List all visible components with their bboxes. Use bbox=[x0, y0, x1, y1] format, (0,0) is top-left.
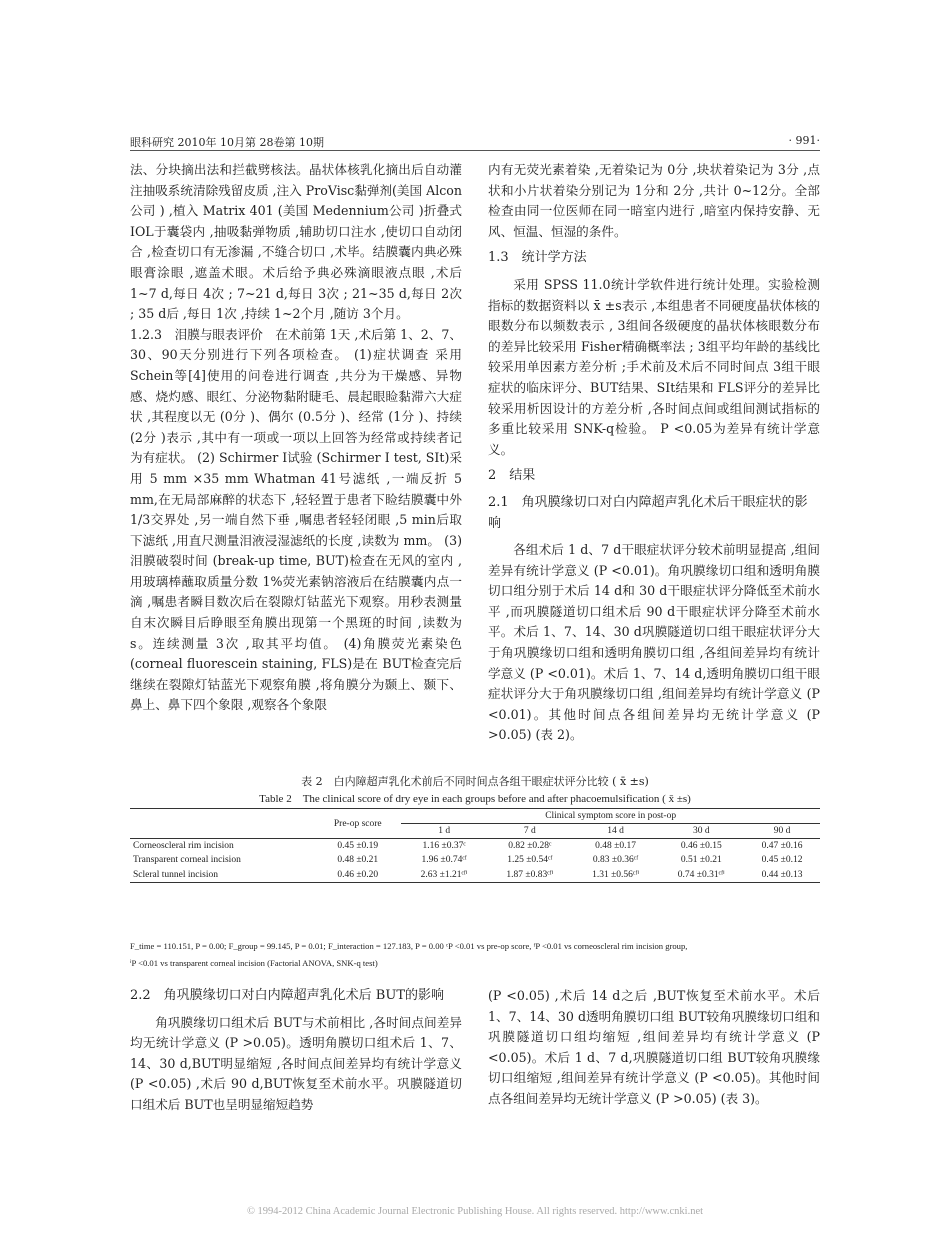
table-row bbox=[130, 867, 820, 883]
table-subheader: 7 d bbox=[487, 824, 573, 839]
table-header-post: Clinical symptom score in post-op bbox=[401, 809, 820, 824]
table-row bbox=[130, 839, 820, 854]
table-header-blank bbox=[130, 809, 314, 839]
table-cell: 1.96 ±0.74ᶜᶠ bbox=[421, 855, 467, 865]
section-heading: 2.1 角巩膜缘切口对白内障超声乳化术后干眼症状的影响 bbox=[488, 494, 808, 531]
table-cell: 0.46 ±0.20 bbox=[314, 867, 401, 883]
table-cell: 0.48 ±0.17 bbox=[573, 839, 659, 854]
copyright-footer: © 1994-2012 China Academic Journal Electronic Publishing House. All rights reserved. http://www.cnki.net bbox=[246, 1206, 704, 1217]
table-cell: 1.31 ±0.56ᶜᶠⁱ bbox=[573, 867, 659, 883]
table-2 bbox=[130, 808, 820, 883]
table-caption-cn: 表 2 白内障超声乳化术前后不同时间点各组干眼症状评分比较 ( x̄ ±s) bbox=[301, 775, 649, 788]
paragraph: 内有无荧光素着染 ,无着染记为 0分 ,块状着染记为 3分 ,点状和小片状着染分别记为 1分和 2分 ,共计 0~12分。全部检查由同一位医师在同一暗室内进行 ,暗室内保持安静、无风、恒温、恒湿的条件。 bbox=[488, 162, 820, 239]
paragraph: 1.2.3 泪膜与眼表评价 在术前第 1天 ,术后第 1、2、7、30、90天分别进行下列各项检查。 (1)症状调查 采用 Schein等[4]使用的问卷进行调查 ,共分为干燥感、异物感、烧灼感、眼红、分泌物黏附睫毛、晨起眼睑黏滞六大症状 ,其程度以无 (0分 )、偶尔 (0.5分 )、经常 (1分 )、持续 (2分 )表示 ,其中有一项或一项以上回答为经常或持续者记为有症状。 (2) Schirmer Ⅰ试验 (Schirmer I test, SIt)采用 5 mm ×35 mm Whatman 41号滤纸 ,一端反折 5 mm,在无局部麻醉的状态下 ,轻轻置于患者下睑结膜囊中外 1/3交界处 ,另一端自然下垂 ,嘱患者轻轻闭眼 ,5 min后取下滤纸 ,用直尺测量泪液浸湿滤纸的长度 ,读数为 mm。 (3)泪膜破裂时间 (break-up time, BUT)检查在无风的室内 ,用玻璃棒蘸取质量分数 1%荧光素钠溶液后在结膜囊内点一滴 ,嘱患者瞬目数次后在裂隙灯钴蓝光下观察。用秒表测量自末次瞬目后睁眼至角膜出现第一个黑斑的时间 ,读数为 s。连续测量 3次 ,取其平均值。 (4)角膜荧光素染色 (corneal fluorescein staining, FLS)是在 BUT检查完后继续在裂隙灯钴蓝光下观察角膜 ,将角膜分为颞上、颞下、鼻上、鼻下四个象限 ,观察各个象限 bbox=[130, 326, 462, 713]
table-note bbox=[130, 938, 820, 972]
table-cell: 0.45 ±0.12 bbox=[761, 855, 803, 865]
paragraph: (P <0.05) ,术后 14 d之后 ,BUT恢复至术前水平。术后 1、7、14、30 d透明角膜切口组 BUT较角巩膜缘切口组和巩膜隧道切口组均缩短 ,组间差异均有统计学意义 (P <0.05)。术后 1 d、7 d,巩膜隧道切口组 BUT较角巩膜缘切口组缩短 ,组间差异有统计学意义 (P <0.05)。其他时间点各组间差异均无统计学意义 (P >0.05) (表 3)。 bbox=[488, 988, 820, 1106]
journal-header: 眼科研究 2010年 10月第 28卷第 10期 bbox=[130, 136, 324, 149]
running-header bbox=[130, 134, 820, 151]
table-header-pre: Pre-op score bbox=[314, 809, 401, 839]
table-cell: 1.87 ±0.83ᶜᶠⁱ bbox=[487, 867, 573, 883]
row-label: Transparent corneal incision bbox=[133, 855, 241, 865]
section-heading: 2 结果 bbox=[488, 468, 536, 484]
table-subheader: 90 d bbox=[744, 824, 820, 839]
right-column-bottom bbox=[488, 986, 820, 1110]
table-cell: 0.51 ±0.21 bbox=[680, 855, 722, 865]
table-note-line: F_time = 110.151, P = 0.00; F_group = 99.145, P = 0.01; F_interaction = 127.183, P = 0.00 ᶜP <0.01 vs pre-op score, ᶠP <0.01 vs corneoscleral rim incision group, bbox=[130, 941, 688, 951]
table-cell: 0.47 ±0.16 bbox=[744, 839, 820, 854]
table-cell: 0.74 ±0.31ᶜᶠⁱ bbox=[658, 867, 744, 883]
left-column-bottom bbox=[130, 986, 462, 1116]
table-cell: 0.82 ±0.28ᶜ bbox=[487, 839, 573, 854]
section-heading: 1.3 统计学方法 bbox=[488, 250, 587, 266]
paragraph: 法、分块摘出法和拦截劈核法。晶状体核乳化摘出后自动灌注抽吸系统清除残留皮质 ,注入 ProVisc黏弹剂(美国 Alcon公司 ) ,植入 Matrix 401 (美国 Medennium公司 )折叠式 IOL于囊袋内 ,抽吸黏弹物质 ,辅助切口注水 ,使切口自动闭合 ,检查切口有无渗漏 ,不缝合切口 ,术毕。结膜囊内典必殊眼膏涂眼 ,遮盖术眼。术后给予典必殊滴眼液点眼 ,术后 1~7 d,每日 4次 ; 7~21 d,每日 3次 ; 21~35 d,每日 2次 ; 35 d后 ,每日 1次 ,持续 1~2个月 ,随访 3个月。 bbox=[130, 162, 462, 322]
row-label: Corneoscleral rim incision bbox=[130, 839, 314, 854]
table-note-line: ⁱP <0.01 vs transparent corneal incision (Factorial ANOVA, SNK-q test) bbox=[130, 958, 378, 968]
paragraph: 采用 SPSS 11.0统计学软件进行统计处理。实验检测指标的数据资料以 x̄ ±s表示 ,本组患者不同硬度晶状体核的眼数分布以频数表示 , 3组间各级硬度的晶状体核眼数分布的差异比较采用 Fisher精确概率法 ; 3组平均年龄的基线比较采用单因素方差分析 ;手术前及术后不同时间点 3组干眼症状的临床评分、BUT结果、SIt结果和 FLS评分的差异比较采用析因设计的方差分析 ,各时间点间或组间测试指标的多重比较采用 SNK-q检验。 P <0.05为差异有统计学意义。 bbox=[488, 276, 820, 457]
table-subheader: 30 d bbox=[658, 824, 744, 839]
page-number: · 991· bbox=[788, 134, 820, 147]
table-cell: 0.44 ±0.13 bbox=[744, 867, 820, 883]
table-cell: 0.83 ±0.36ᶜᶠ bbox=[592, 855, 639, 865]
table-caption-en: Table 2 The clinical score of dry eye in each groups before and after phacoemulsification ( x̄ ±s) bbox=[259, 793, 691, 805]
table-subheader: 14 d bbox=[573, 824, 659, 839]
left-column-top bbox=[130, 160, 462, 716]
table-cell: 1.25 ±0.54ᶜᶠ bbox=[507, 855, 553, 865]
table-subheader: 1 d bbox=[401, 824, 487, 839]
table-row bbox=[130, 853, 820, 867]
table-cell: 0.46 ±0.15 bbox=[658, 839, 744, 854]
row-label: Scleral tunnel incision bbox=[130, 867, 314, 883]
table-cell: 1.16 ±0.37ᶜ bbox=[401, 839, 487, 854]
table-cell: 0.48 ±0.21 bbox=[337, 855, 379, 865]
table-cell: 0.45 ±0.19 bbox=[314, 839, 401, 854]
paragraph: 角巩膜缘切口组术后 BUT与术前相比 ,各时间点间差异均无统计学意义 (P >0.05)。透明角膜切口组术后 1、7、14、30 d,BUT明显缩短 ,各时间点间差异均有统计学意义 (P <0.05) ,术后 90 d,BUT恢复至术前水平。巩膜隧道切口组术后 BUT也呈明显缩短趋势 bbox=[130, 1014, 462, 1112]
paragraph: 各组术后 1 d、7 d干眼症状评分较术前明显提高 ,组间差异有统计学意义 (P <0.01)。角巩膜缘切口组和透明角膜切口组分别于术后 14 d和 30 d干眼症状评分降低至术前水平 ,而巩膜隧道切口组术后 90 d干眼症状评分降至术前水平。术后 1、7、14、30 d巩膜隧道切口组干眼症状评分大于角巩膜缘切口组和透明角膜切口组 ,各组间差异均有统计学意义 (P <0.01)。术后 1、7、14 d,透明角膜切口组干眼症状评分大于角巩膜缘切口组 ,组间差异均有统计学意义 (P <0.01)。其他时间点各组间差异均无统计学意义 (P >0.05) (表 2)。 bbox=[488, 542, 820, 743]
section-heading: 2.2 角巩膜缘切口对白内障超声乳化术后 BUT的影响 bbox=[130, 988, 444, 1003]
right-column-top bbox=[488, 160, 820, 746]
table-cell: 2.63 ±1.21ᶜᶠⁱ bbox=[401, 867, 487, 883]
